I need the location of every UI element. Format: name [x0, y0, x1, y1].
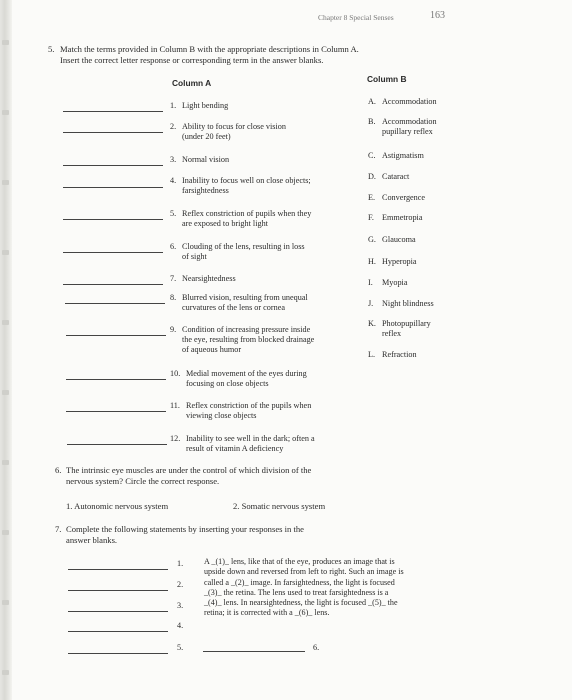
column-a-item-number: 3.	[170, 155, 177, 164]
q7-blank-number: 3.	[177, 601, 184, 610]
blank-number-6: 6.	[313, 643, 320, 652]
column-b-term-line: Accommodation	[382, 117, 437, 126]
column-b-letter: H.	[368, 257, 376, 266]
answer-blank-5[interactable]	[63, 219, 163, 220]
answer-blank-7[interactable]	[63, 284, 163, 285]
column-a-item-number: 8.	[170, 293, 177, 302]
column-b-term-line: Astigmatism	[382, 151, 424, 160]
answer-blank-6[interactable]	[203, 651, 305, 652]
column-b-term	[382, 172, 409, 182]
column-a-item-line: Inability to focus well on close objects;	[182, 176, 311, 185]
column-a-item-number: 12.	[170, 434, 181, 443]
column-b-term-line: Night blindness	[382, 299, 434, 308]
column-a-item-line: viewing close objects	[186, 411, 257, 420]
column-b-term	[382, 117, 437, 137]
column-b-letter: K.	[368, 319, 376, 328]
passage-line: called a _(2)_ image. In farsightedness, the light is focused	[204, 577, 395, 587]
column-a-item-number: 6.	[170, 242, 177, 251]
answer-blank-1[interactable]	[63, 111, 163, 112]
passage-line: _(4)_ lens. In nearsightedness, the light is focused _(5)_ the	[204, 598, 398, 608]
column-b-letter: D.	[368, 172, 376, 181]
column-a-item-text	[182, 101, 228, 111]
q7-number: 7.	[55, 524, 62, 534]
column-a-item-text	[182, 209, 311, 229]
column-a-item-text	[182, 122, 286, 142]
q6-line2: nervous system? Circle the correct response.	[66, 476, 220, 486]
q5-instruction-line2: Insert the correct letter response or corresponding term in the answer blanks.	[60, 55, 324, 65]
column-a-item-line: Reflex constriction of pupils when they	[182, 209, 312, 218]
column-a-item-text	[186, 369, 307, 389]
column-a-item-line: Clouding of the lens, resulting in loss	[182, 242, 305, 251]
column-b-letter: C.	[368, 151, 376, 160]
column-a-item-text	[182, 325, 314, 355]
q7-answer-blank-4[interactable]	[68, 631, 168, 632]
passage-line: _(3)_ the retina. The lens used to treat farsightedness is a	[204, 587, 389, 597]
column-b-item	[368, 299, 434, 309]
column-b-letter: I.	[368, 278, 373, 287]
column-a-item-line: farsightedness	[182, 186, 229, 195]
column-a-item-line: Reflex constriction of the pupils when	[186, 401, 312, 410]
column-a-item-line: Medial movement of the eyes during	[186, 369, 307, 378]
column-a-item-text	[182, 176, 311, 196]
column-a-item-line: Inability to see well in the dark; often a	[186, 434, 315, 443]
column-b-letter: L.	[368, 350, 376, 359]
column-b-term-line: Refraction	[382, 350, 417, 359]
q7-answer-blank-2[interactable]	[68, 590, 168, 591]
q5-instruction-line1: Match the terms provided in Column B with the appropriate descriptions in Column A.	[60, 44, 359, 54]
q7-blank-number: 1.	[177, 559, 184, 568]
answer-blank-9[interactable]	[66, 335, 166, 336]
column-b-term-line: Accommodation	[382, 97, 437, 106]
column-a-item-line: Light bending	[182, 101, 229, 110]
q7-answer-blank-5[interactable]	[68, 653, 168, 654]
column-a-item-line: curvatures of the lens or cornea	[182, 303, 285, 312]
column-b-term	[382, 319, 431, 339]
answer-blank-6[interactable]	[63, 252, 163, 253]
column-a-item-line: Condition of increasing pressure inside	[182, 325, 311, 334]
q7-blank-number: 5.	[177, 643, 184, 652]
answer-blank-10[interactable]	[66, 379, 166, 380]
answer-blank-4[interactable]	[63, 187, 163, 188]
column-a-item-text	[182, 293, 308, 313]
column-a-item-number: 7.	[170, 274, 177, 283]
column-a-item-number: 4.	[170, 176, 177, 185]
q6-option-autonomic[interactable]: 1. Autonomic nervous system	[66, 501, 169, 511]
column-b-term-line: reflex	[382, 329, 402, 338]
column-b-item	[368, 319, 431, 339]
column-a-item-text	[186, 401, 311, 421]
passage-line: upside down and reversed from left to right. Such an image is	[204, 567, 404, 577]
page-number: 163	[430, 10, 445, 21]
column-b-term	[382, 193, 425, 203]
column-b-item	[368, 151, 424, 161]
column-a-item-line: the eye, resulting from blocked drainage	[182, 335, 315, 344]
passage-line: retina; it is corrected with a _(6)_ lens.	[204, 608, 330, 618]
q7-answer-blank-3[interactable]	[68, 611, 168, 612]
answer-blank-3[interactable]	[63, 165, 163, 166]
column-a-item-number: 5.	[170, 209, 177, 218]
q5-number: 5.	[48, 44, 55, 54]
column-a-item-number: 10.	[170, 369, 181, 378]
column-b-item	[368, 117, 437, 137]
column-a-item-number: 2.	[170, 122, 177, 131]
q7-passage	[204, 557, 404, 619]
column-b-item	[368, 193, 425, 203]
answer-blank-11[interactable]	[66, 411, 166, 412]
column-b-item	[368, 172, 409, 182]
column-b-item	[368, 257, 417, 267]
answer-blank-8[interactable]	[65, 303, 165, 304]
column-b-item	[368, 213, 422, 223]
column-b-term	[382, 235, 416, 245]
column-b-letter: F.	[368, 213, 374, 222]
q6-option-somatic[interactable]: 2. Somatic nervous system	[233, 501, 326, 511]
column-a-item-number: 1.	[170, 101, 177, 110]
q7-blank-number: 4.	[177, 621, 184, 630]
column-a-item-line: focusing on close objects	[186, 379, 269, 388]
column-b-term-line: Photopupillary	[382, 319, 431, 328]
column-a-item-number: 9.	[170, 325, 177, 334]
column-b-letter: E.	[368, 193, 376, 202]
column-b-title: Column B	[367, 74, 407, 84]
column-a-item-text	[182, 274, 236, 284]
column-a-item-line: of aqueous humor	[182, 345, 242, 354]
column-b-term-line: pupillary reflex	[382, 127, 433, 136]
column-a-item-line: (under 20 feet)	[182, 132, 231, 141]
column-a-item-line: Blurred vision, resulting from unequal	[182, 293, 308, 302]
passage-line: A _(1)_ lens, like that of the eye, produces an image that is	[204, 557, 395, 566]
column-b-letter: G.	[368, 235, 376, 244]
q7-line2: answer blanks.	[66, 535, 118, 545]
column-a-item-text	[182, 155, 229, 165]
column-b-item	[368, 235, 416, 245]
column-a-item-line: Nearsightedness	[182, 274, 236, 283]
column-b-item	[368, 97, 437, 107]
column-b-term-line: Convergence	[382, 193, 426, 202]
column-b-term-line: Emmetropia	[382, 213, 423, 222]
q7-answer-blank-1[interactable]	[68, 569, 168, 570]
column-a-item-line: Normal vision	[182, 155, 230, 164]
column-b-letter: J.	[368, 299, 374, 308]
q6-number: 6.	[55, 465, 62, 475]
column-a-item-line: Ability to focus for close vision	[182, 122, 286, 131]
column-b-letter: A.	[368, 97, 376, 106]
q7-blank-number: 2.	[177, 580, 184, 589]
answer-blank-12[interactable]	[67, 444, 167, 445]
column-a-item-text	[186, 434, 315, 454]
chapter-header: Chapter 8 Special Senses	[318, 13, 394, 22]
q6-line1: The intrinsic eye muscles are under the control of which division of the	[66, 465, 312, 475]
column-a-item-number: 11.	[170, 401, 180, 410]
column-a-item-line: of sight	[182, 252, 207, 261]
column-b-term-line: Hyperopia	[382, 257, 417, 266]
binding-edge	[0, 0, 12, 700]
column-a-title: Column A	[172, 78, 212, 88]
column-a-item-text	[182, 242, 305, 262]
column-b-letter: B.	[368, 117, 376, 126]
column-b-item	[368, 278, 407, 288]
q7-line1: Complete the following statements by inserting your responses in the	[66, 524, 304, 534]
column-b-term	[382, 278, 407, 288]
column-b-term-line: Glaucoma	[382, 235, 416, 244]
answer-blank-2[interactable]	[63, 132, 163, 133]
column-b-item	[368, 350, 417, 360]
column-b-term	[382, 213, 422, 223]
column-a-item-line: are exposed to bright light	[182, 219, 268, 228]
column-b-term-line: Cataract	[382, 172, 410, 181]
column-b-term	[382, 299, 434, 309]
column-b-term	[382, 350, 417, 360]
column-b-term-line: Myopia	[382, 278, 408, 287]
column-b-term	[382, 97, 437, 107]
column-a-item-line: result of vitamin A deficiency	[186, 444, 284, 453]
column-b-term	[382, 151, 424, 161]
column-b-term	[382, 257, 417, 267]
